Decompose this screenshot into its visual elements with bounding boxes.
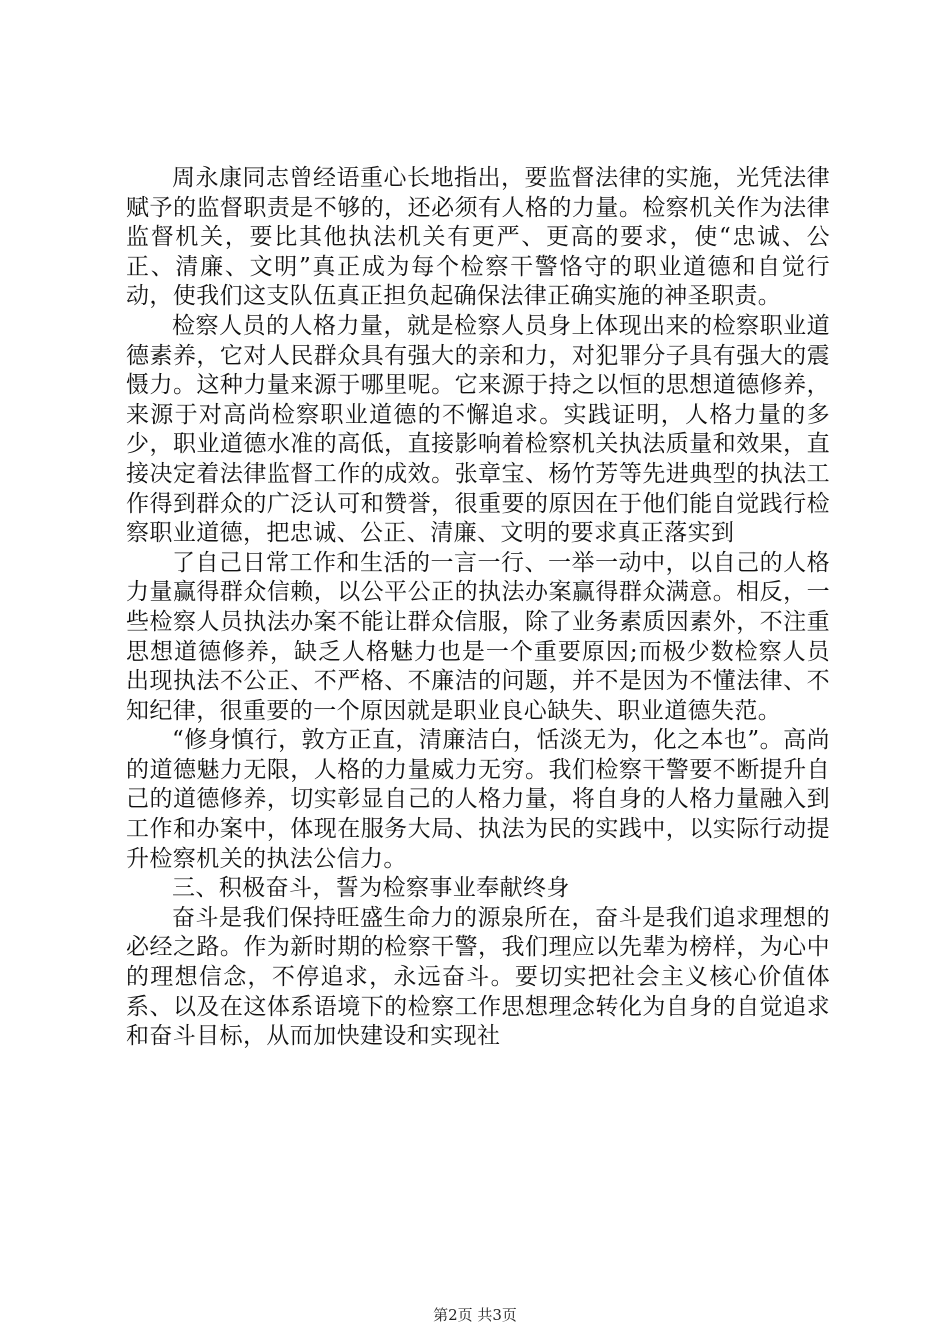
- paragraph-5: 奋斗是我们保持旺盛生命力的源泉所在，奋斗是我们追求理想的必经之路。作为新时期的检察干警，我们理应以先辈为榜样，为心中的理想信念，不停追求，永远奋斗。要切实把社会主义核心价值体系、以及在这体系语境下的检察工作思想理念转化为自身的自觉追求和奋斗目标，从而加快建设和实现社: [126, 904, 830, 1050]
- paragraph-1: 周永康同志曾经语重心长地指出，要监督法律的实施，光凭法律赋予的监督职责是不够的，还必须有人格的力量。检察机关作为法律监督机关，要比其他执法机关有更严、更高的要求，使“忠诚、公正、清廉、文明”真正成为每个检察干警恪守的职业道德和自觉行动，使我们这支队伍真正担负起确保法律正确实施的神圣职责。: [126, 165, 830, 310]
- paragraph-3: 了自己日常工作和生活的一言一行、一举一动中，以自己的人格力量赢得群众信赖，以公平公正的执法办案赢得群众满意。相反，一些检察人员执法办案不能让群众信服，除了业务素质因素外，不注重思想道德修养，缺乏人格魅力也是一个重要原因;而极少数检察人员出现执法不公正、不严格、不廉洁的问题，并不是因为不懂法律、不知纪律，很重要的一个原因就是职业良心缺失、职业道德失范。: [126, 549, 830, 724]
- paragraph-4: “修身慎行，敦方正直，清廉洁白，恬淡无为，化之本也”。高尚的道德魅力无限，人格的力量威力无穷。我们检察干警要不断提升自己的道德修养，切实彰显自己的人格力量，将自身的人格力量融入到工作和办案中，体现在服务大局、执法为民的实践中，以实际行动提升检察机关的执法公信力。: [126, 727, 830, 872]
- section-heading: 三、积极奋斗，誓为检察事业奉献终身: [172, 875, 570, 902]
- paragraph-2: 检察人员的人格力量，就是检察人员身上体现出来的检察职业道德素养，它对人民群众具有强大的亲和力，对犯罪分子具有强大的震慑力。这种力量来源于哪里呢。它来源于持之以恒的思想道德修养，来源于对高尚检察职业道德的不懈追求。实践证明，人格力量的多少，职业道德水准的高低，直接影响着检察机关执法质量和效果，直接决定着法律监督工作的成效。张章宝、杨竹芳等先进典型的执法工作得到群众的广泛认可和赞誉，很重要的原因在于他们能自觉践行检察职业道德，把忠诚、公正、清廉、文明的要求真正落实到: [126, 312, 830, 547]
- document-body: [126, 164, 830, 1052]
- page-number-footer: 第2页 共3页: [433, 1306, 517, 1324]
